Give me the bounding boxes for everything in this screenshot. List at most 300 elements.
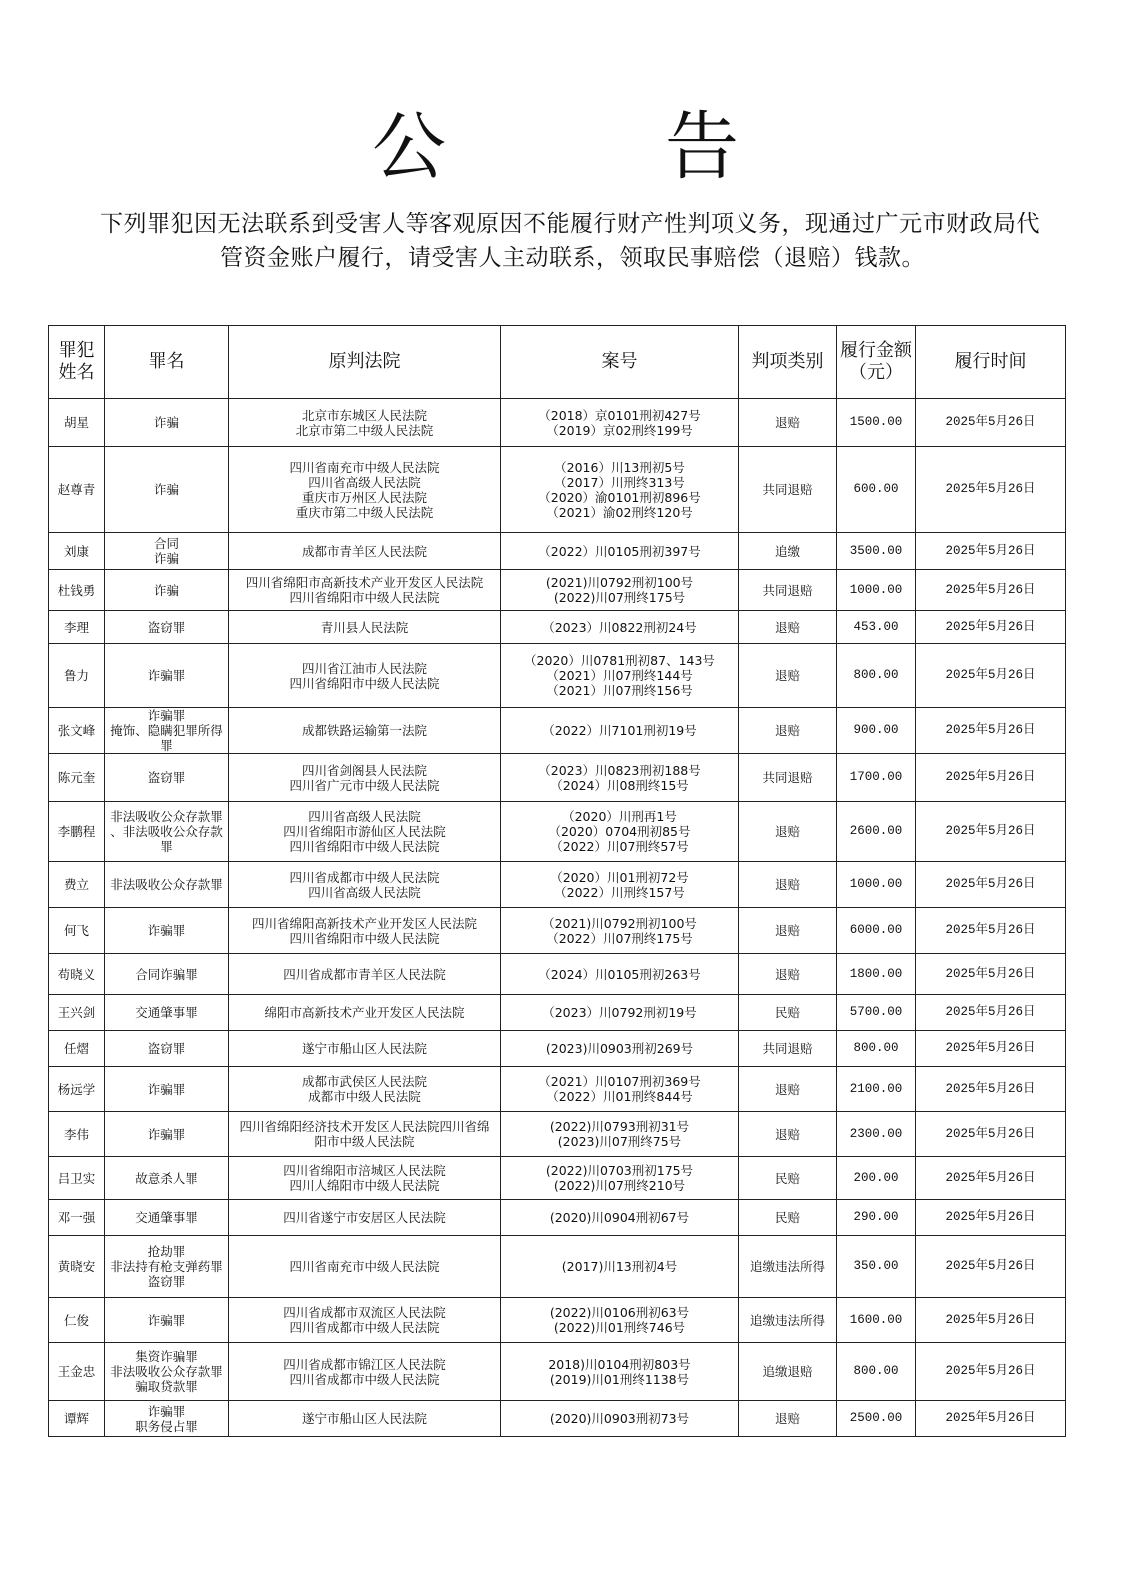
cell-court <box>229 447 501 533</box>
cell-crime <box>105 1031 229 1067</box>
cell-court-line: 成都市中级人民法院 <box>308 1089 421 1104</box>
cell-type: 退赔 <box>739 908 837 954</box>
cell-case-line: （2024）川0105刑初263号 <box>538 966 701 982</box>
header-case: 案号 <box>501 326 739 399</box>
cell-case-line: （2021）川07刑终144号 <box>546 668 693 683</box>
cell-date: 2025年5月26日 <box>916 1200 1066 1236</box>
cell-crime-line: 非法持有枪支弹药罪 <box>110 1259 223 1274</box>
cell-case <box>501 802 739 862</box>
cell-court <box>229 1343 501 1401</box>
cell-court <box>229 1157 501 1200</box>
cell-crime <box>105 754 229 802</box>
header-amount: 履行金额（元） <box>837 326 916 399</box>
cell-court <box>229 533 501 570</box>
table-row <box>49 862 1066 908</box>
cell-crime <box>105 1200 229 1236</box>
notice-title <box>0 88 1122 190</box>
cell-crime-line: 骗取贷款罪 <box>135 1379 198 1394</box>
cell-name: 王兴剑 <box>49 995 105 1031</box>
cell-crime-line: 非法吸收公众存款罪 <box>110 809 223 824</box>
cell-crime <box>105 862 229 908</box>
cell-crime <box>105 447 229 533</box>
cell-name: 鲁力 <box>49 644 105 708</box>
cell-court-line: 四川省高级人民法院 <box>308 809 421 824</box>
cell-date: 2025年5月26日 <box>916 1236 1066 1298</box>
cell-crime-line: 罪 <box>160 738 173 753</box>
cell-court <box>229 1298 501 1343</box>
header-crime: 罪名 <box>105 326 229 399</box>
cell-court <box>229 1401 501 1437</box>
cell-crime-line: 诈骗 <box>153 482 179 497</box>
cell-court-line: 四川省绵阳市中级人民法院 <box>289 675 440 691</box>
cell-case-line: (2020)川0903刑初73号 <box>549 1411 690 1426</box>
cell-case-line: (2019)川01刑终1138号 <box>549 1371 690 1387</box>
cell-amount: 800.00 <box>837 1031 916 1067</box>
cell-type: 退赔 <box>739 708 837 754</box>
cell-case-line: (2020)川0904刑初67号 <box>549 1210 690 1225</box>
cell-name: 李理 <box>49 611 105 644</box>
table-row <box>49 1343 1066 1401</box>
cell-case-line: （2018）京0101刑初427号 <box>538 407 701 423</box>
table-row <box>49 995 1066 1031</box>
header-type: 判项类别 <box>739 326 837 399</box>
cell-court <box>229 1112 501 1157</box>
cell-court <box>229 1200 501 1236</box>
cell-court <box>229 611 501 644</box>
cell-date: 2025年5月26日 <box>916 644 1066 708</box>
cell-name: 刘康 <box>49 533 105 570</box>
cell-amount: 1000.00 <box>837 570 916 611</box>
cell-case-line: （2020）渝0101刑初896号 <box>538 489 701 505</box>
table-row <box>49 1157 1066 1200</box>
cell-court-line: 四川省绵阳市中级人民法院 <box>289 930 440 946</box>
cell-case <box>501 1343 739 1401</box>
cell-case <box>501 611 739 644</box>
cell-crime <box>105 399 229 447</box>
cell-case-line: (2022)川0793刑初31号 <box>549 1119 690 1134</box>
cell-name: 李伟 <box>49 1112 105 1157</box>
cell-crime-line: 诈骗罪 <box>147 708 186 723</box>
cell-crime <box>105 533 229 570</box>
cell-court-line: 四川省绵阳市中级人民法院 <box>289 839 440 854</box>
cell-amount: 5700.00 <box>837 995 916 1031</box>
cell-crime <box>105 1298 229 1343</box>
cell-court-line: 绵阳市高新技术产业开发区人民法院 <box>264 1005 465 1020</box>
cell-court-line: 四川省绵阳市中级人民法院 <box>289 590 440 605</box>
table-row <box>49 1067 1066 1112</box>
cell-name: 谭辉 <box>49 1401 105 1437</box>
cell-name: 吕卫实 <box>49 1157 105 1200</box>
cell-court-line: 四川省南充市中级人民法院 <box>289 1259 440 1274</box>
cell-name: 陈元奎 <box>49 754 105 802</box>
cell-type: 退赔 <box>739 1401 837 1437</box>
cell-court-line: 四川省南充市中级人民法院 <box>289 459 440 475</box>
cell-court-line: 四川省成都市锦江区人民法院 <box>283 1356 446 1372</box>
cell-name: 张文峰 <box>49 708 105 754</box>
cell-case-line: （2022）川07刑终57号 <box>550 839 689 854</box>
cell-name: 邓一强 <box>49 1200 105 1236</box>
cell-type: 退赔 <box>739 954 837 995</box>
cell-case-line: （2021）川0107刑初369号 <box>538 1074 701 1089</box>
cell-name: 李鹏程 <box>49 802 105 862</box>
cell-case-line: （2023）川0792刑初19号 <box>542 1005 697 1020</box>
cell-type: 民赔 <box>739 1200 837 1236</box>
cell-name: 杜钱勇 <box>49 570 105 611</box>
cell-date: 2025年5月26日 <box>916 399 1066 447</box>
cell-type: 共同退赔 <box>739 1031 837 1067</box>
cell-court-line: 北京市东城区人民法院 <box>301 407 427 423</box>
cell-amount: 6000.00 <box>837 908 916 954</box>
cell-case-line: （2019）京02刑终199号 <box>546 422 693 438</box>
cell-name: 黄晓安 <box>49 1236 105 1298</box>
cell-amount: 1500.00 <box>837 399 916 447</box>
cell-case-line: (2022)川0703刑初175号 <box>545 1163 694 1178</box>
cell-case-line: (2023)川07刑终75号 <box>557 1134 682 1149</box>
cell-case <box>501 1236 739 1298</box>
cell-date: 2025年5月26日 <box>916 754 1066 802</box>
cell-court <box>229 644 501 708</box>
cell-case-line: (2021)川0792刑初100号 <box>545 575 694 590</box>
cell-case <box>501 1401 739 1437</box>
cell-case <box>501 644 739 708</box>
cell-type: 共同退赔 <box>739 570 837 611</box>
cell-case <box>501 1298 739 1343</box>
cell-court <box>229 1067 501 1112</box>
cell-name: 苟晓义 <box>49 954 105 995</box>
cell-type: 追缴违法所得 <box>739 1298 837 1343</box>
table-row <box>49 1031 1066 1067</box>
cell-name: 费立 <box>49 862 105 908</box>
cell-amount: 200.00 <box>837 1157 916 1200</box>
cell-case-line: （2022）川0105刑初397号 <box>538 543 701 559</box>
cell-court-line: 四川省绵阳高新技术产业开发区人民法院 <box>251 915 477 931</box>
cell-case-line: （2016）川13刑初5号 <box>554 459 685 475</box>
cell-amount: 1600.00 <box>837 1298 916 1343</box>
cell-case-line: (2022)川01刑终746号 <box>553 1320 686 1335</box>
cell-amount: 350.00 <box>837 1236 916 1298</box>
table-row <box>49 399 1066 447</box>
table-row <box>49 954 1066 995</box>
cell-name: 胡星 <box>49 399 105 447</box>
cell-court-line: 四川省广元市中级人民法院 <box>289 777 440 793</box>
cell-case-line: （2021）川07刑终156号 <box>546 683 693 698</box>
cell-amount: 2300.00 <box>837 1112 916 1157</box>
cell-date: 2025年5月26日 <box>916 1067 1066 1112</box>
cell-crime-line: 诈骗罪 <box>147 1312 186 1328</box>
cell-case <box>501 1157 739 1200</box>
cell-court-line: 四川省绵阳市游仙区人民法院 <box>283 824 446 839</box>
cell-case-line: （2022）川刑终157号 <box>554 884 685 900</box>
cell-court <box>229 754 501 802</box>
cell-case-line: （2022）川7101刑初19号 <box>542 723 697 738</box>
table-row <box>49 644 1066 708</box>
cell-crime-line: 诈骗罪 <box>147 923 186 938</box>
cell-case <box>501 1067 739 1112</box>
cell-case <box>501 908 739 954</box>
cell-case-line: （2020）川刑再1号 <box>562 809 677 824</box>
cell-court-line: 北京市第二中级人民法院 <box>295 422 434 438</box>
cell-court-line: 遂宁市船山区人民法院 <box>301 1411 427 1426</box>
cell-type: 退赔 <box>739 802 837 862</box>
table-row <box>49 447 1066 533</box>
cell-amount: 800.00 <box>837 1343 916 1401</box>
cell-case <box>501 1112 739 1157</box>
cell-name: 何飞 <box>49 908 105 954</box>
cell-crime <box>105 570 229 611</box>
intro-line-1: 下列罪犯因无法联系到受害人等客观原因不能履行财产性判项义务，现通过广元市财政局代 <box>100 211 1040 237</box>
table-row <box>49 1236 1066 1298</box>
cell-date: 2025年5月26日 <box>916 611 1066 644</box>
cell-crime <box>105 1157 229 1200</box>
table-row <box>49 1112 1066 1157</box>
cell-crime <box>105 611 229 644</box>
cell-court-line: 青川县人民法院 <box>320 619 409 635</box>
table-row <box>49 708 1066 754</box>
cell-crime <box>105 708 229 754</box>
cell-amount: 3500.00 <box>837 533 916 570</box>
cell-crime <box>105 954 229 995</box>
header-date: 履行时间 <box>916 326 1066 399</box>
cell-amount: 900.00 <box>837 708 916 754</box>
table-header-row <box>49 326 1066 399</box>
cell-type: 退赔 <box>739 611 837 644</box>
cell-amount: 800.00 <box>837 644 916 708</box>
cell-court-line: 成都铁路运输第一法院 <box>301 723 427 738</box>
cell-court-line: 成都市青羊区人民法院 <box>301 543 427 559</box>
cell-crime-line: 合同诈骗罪 <box>135 966 198 982</box>
cell-type: 共同退赔 <box>739 447 837 533</box>
cell-court-line: 遂宁市船山区人民法院 <box>301 1041 427 1056</box>
cell-name: 赵尊青 <box>49 447 105 533</box>
cell-date: 2025年5月26日 <box>916 954 1066 995</box>
cell-crime-line: 罪 <box>160 839 173 854</box>
title-char-1: 公 <box>372 104 446 190</box>
cell-date: 2025年5月26日 <box>916 995 1066 1031</box>
cell-court-line: 四川人绵阳市中级人民法院 <box>289 1178 440 1193</box>
cell-case <box>501 1200 739 1236</box>
cell-crime-line: 集资诈骗罪 <box>135 1349 198 1364</box>
cell-case <box>501 570 739 611</box>
cell-crime <box>105 1236 229 1298</box>
cell-type: 退赔 <box>739 862 837 908</box>
cell-type: 民赔 <box>739 1157 837 1200</box>
cell-court-line: 重庆市第二中级人民法院 <box>295 504 434 520</box>
cell-amount: 1000.00 <box>837 862 916 908</box>
cell-court-line: 四川省绵阳市高新技术产业开发区人民法院 <box>245 575 484 590</box>
cell-case-line: （2023）川0822刑初24号 <box>542 619 697 635</box>
cell-date: 2025年5月26日 <box>916 802 1066 862</box>
cell-crime-line: 交通肇事罪 <box>135 1210 198 1225</box>
cell-crime-line: 非法吸收公众存款罪 <box>110 1364 223 1379</box>
cell-amount: 600.00 <box>837 447 916 533</box>
cell-case <box>501 995 739 1031</box>
cell-court <box>229 1031 501 1067</box>
cell-name: 仁俊 <box>49 1298 105 1343</box>
cell-type: 追缴 <box>739 533 837 570</box>
cell-type: 追缴退赔 <box>739 1343 837 1401</box>
cell-crime <box>105 995 229 1031</box>
cell-date: 2025年5月26日 <box>916 1031 1066 1067</box>
notice-intro <box>90 207 1070 275</box>
cell-type: 退赔 <box>739 644 837 708</box>
cell-case <box>501 954 739 995</box>
cell-crime <box>105 908 229 954</box>
cell-date: 2025年5月26日 <box>916 1298 1066 1343</box>
intro-line-2: 管资金账户履行，请受害人主动联系，领取民事赔偿（退赔）钱款。 <box>220 245 925 271</box>
cell-crime-line: 合同 <box>153 536 179 551</box>
cell-date: 2025年5月26日 <box>916 862 1066 908</box>
cell-type: 共同退赔 <box>739 754 837 802</box>
cell-case <box>501 399 739 447</box>
cell-case-line: (2022)川07刑终175号 <box>553 590 686 605</box>
cell-case-line: （2021）渝02刑终120号 <box>546 504 693 520</box>
table-row <box>49 802 1066 862</box>
cell-case-line: （2024）川08刑终15号 <box>550 777 689 793</box>
cell-case <box>501 754 739 802</box>
cell-court-line: 阳市中级人民法院 <box>314 1134 415 1149</box>
cell-date: 2025年5月26日 <box>916 1401 1066 1437</box>
cell-court-line: 四川省剑阁县人民法院 <box>301 762 427 778</box>
cell-date: 2025年5月26日 <box>916 708 1066 754</box>
cell-crime-line: 掩饰、隐瞒犯罪所得 <box>110 723 223 738</box>
cell-court <box>229 862 501 908</box>
cell-date: 2025年5月26日 <box>916 570 1066 611</box>
cell-crime-line: 诈骗 <box>153 415 179 430</box>
cell-case-line: （2020）川0781刑初87、143号 <box>524 653 715 668</box>
table-row <box>49 533 1066 570</box>
cell-amount: 1700.00 <box>837 754 916 802</box>
cell-date: 2025年5月26日 <box>916 447 1066 533</box>
cell-case-line: （2023）川0823刑初188号 <box>538 762 701 778</box>
cell-crime <box>105 1112 229 1157</box>
cell-case-line: （2020）0704刑初85号 <box>548 824 691 839</box>
cell-name: 任熠 <box>49 1031 105 1067</box>
cell-crime-line: 诈骗罪 <box>147 668 186 683</box>
cell-type: 退赔 <box>739 1112 837 1157</box>
cell-amount: 1800.00 <box>837 954 916 995</box>
cell-case-line: (2017)川13刑初4号 <box>561 1259 678 1274</box>
cell-court-line: 四川省成都市中级人民法院 <box>289 869 440 885</box>
cell-type: 退赔 <box>739 1067 837 1112</box>
cell-court-line: 四川省高级人民法院 <box>308 474 421 490</box>
cell-crime-line: 盗窃罪 <box>147 1274 186 1289</box>
cell-court-line: 四川省成都市中级人民法院 <box>289 1371 440 1387</box>
cell-case-line: (2023)川0903刑初269号 <box>545 1041 694 1056</box>
cell-crime-line: 故意杀人罪 <box>135 1170 198 1186</box>
cell-date: 2025年5月26日 <box>916 908 1066 954</box>
cell-case <box>501 447 739 533</box>
cell-court <box>229 995 501 1031</box>
header-name: 罪犯姓名 <box>49 326 105 399</box>
cell-case <box>501 533 739 570</box>
table-row <box>49 570 1066 611</box>
cell-court-line: 四川省成都市双流区人民法院 <box>283 1305 446 1320</box>
cell-crime-line: 盗窃罪 <box>147 1041 186 1056</box>
cell-crime-line: 诈骗 <box>153 551 179 566</box>
cell-court-line: 四川省绵阳经济技术开发区人民法院四川省绵 <box>239 1119 490 1134</box>
cell-crime-line: 诈骗罪 <box>147 1126 186 1142</box>
cell-date: 2025年5月26日 <box>916 1157 1066 1200</box>
cell-type: 追缴违法所得 <box>739 1236 837 1298</box>
cell-court <box>229 399 501 447</box>
cell-case-line: （2022）川07刑终175号 <box>546 930 693 946</box>
cell-court <box>229 954 501 995</box>
cell-case-line: （2020）川01刑初72号 <box>550 869 689 885</box>
cell-name: 杨远学 <box>49 1067 105 1112</box>
cell-amount: 2500.00 <box>837 1401 916 1437</box>
restitution-table <box>48 325 1066 1437</box>
cell-date: 2025年5月26日 <box>916 533 1066 570</box>
cell-court-line: 四川省成都市青羊区人民法院 <box>283 966 446 982</box>
cell-amount: 2600.00 <box>837 802 916 862</box>
cell-amount: 290.00 <box>837 1200 916 1236</box>
cell-case <box>501 1031 739 1067</box>
cell-amount: 453.00 <box>837 611 916 644</box>
cell-case-line: (2022)川07刑终210号 <box>553 1178 686 1193</box>
cell-case-line: 2018)川0104刑初803号 <box>548 1356 691 1372</box>
cell-court-line: 四川省成都市中级人民法院 <box>289 1320 440 1335</box>
cell-case-line: （2022）川01刑终844号 <box>546 1089 693 1104</box>
cell-crime-line: 、非法吸收公众存款 <box>110 824 223 839</box>
cell-crime-line: 盗窃罪 <box>147 619 186 635</box>
cell-court <box>229 908 501 954</box>
cell-court-line: 四川省遂宁市安居区人民法院 <box>283 1210 446 1225</box>
cell-date: 2025年5月26日 <box>916 1112 1066 1157</box>
cell-crime-line: 诈骗罪 <box>147 1081 186 1097</box>
cell-case-line: （2021)川0792刑初100号 <box>542 915 697 931</box>
cell-crime-line: 职务侵占罪 <box>135 1418 198 1434</box>
cell-amount: 2100.00 <box>837 1067 916 1112</box>
cell-crime-line: 诈骗罪 <box>147 1403 186 1419</box>
cell-crime <box>105 644 229 708</box>
cell-court-line: 重庆市万州区人民法院 <box>301 489 427 505</box>
header-court: 原判法院 <box>229 326 501 399</box>
table-row <box>49 611 1066 644</box>
table-row <box>49 1200 1066 1236</box>
cell-crime <box>105 1343 229 1401</box>
cell-crime <box>105 1401 229 1437</box>
cell-date: 2025年5月26日 <box>916 1343 1066 1401</box>
cell-court-line: 四川省江油市人民法院 <box>301 660 427 676</box>
cell-case <box>501 862 739 908</box>
cell-court-line: 成都市武侯区人民法院 <box>301 1074 427 1089</box>
cell-type: 退赔 <box>739 399 837 447</box>
cell-crime-line: 诈骗 <box>153 582 179 598</box>
table-row <box>49 908 1066 954</box>
cell-crime-line: 交通肇事罪 <box>135 1005 198 1020</box>
cell-case-line: （2017）川刑终313号 <box>554 474 685 490</box>
table-row <box>49 1298 1066 1343</box>
cell-crime-line: 抢劫罪 <box>147 1244 186 1259</box>
cell-court <box>229 708 501 754</box>
cell-crime-line: 非法吸收公众存款罪 <box>110 877 223 892</box>
cell-crime <box>105 1067 229 1112</box>
cell-case-line: (2022)川0106刑初63号 <box>549 1305 690 1320</box>
cell-court <box>229 802 501 862</box>
cell-court-line: 四川省绵阳市涪城区人民法院 <box>283 1163 446 1178</box>
cell-crime-line: 盗窃罪 <box>147 770 186 785</box>
cell-name: 王金忠 <box>49 1343 105 1401</box>
cell-type: 民赔 <box>739 995 837 1031</box>
cell-court-line: 四川省高级人民法院 <box>308 884 421 900</box>
cell-court <box>229 1236 501 1298</box>
cell-case <box>501 708 739 754</box>
table-row <box>49 1401 1066 1437</box>
table-body <box>49 399 1066 1437</box>
title-char-2: 告 <box>665 104 739 190</box>
cell-court <box>229 570 501 611</box>
table-row <box>49 754 1066 802</box>
